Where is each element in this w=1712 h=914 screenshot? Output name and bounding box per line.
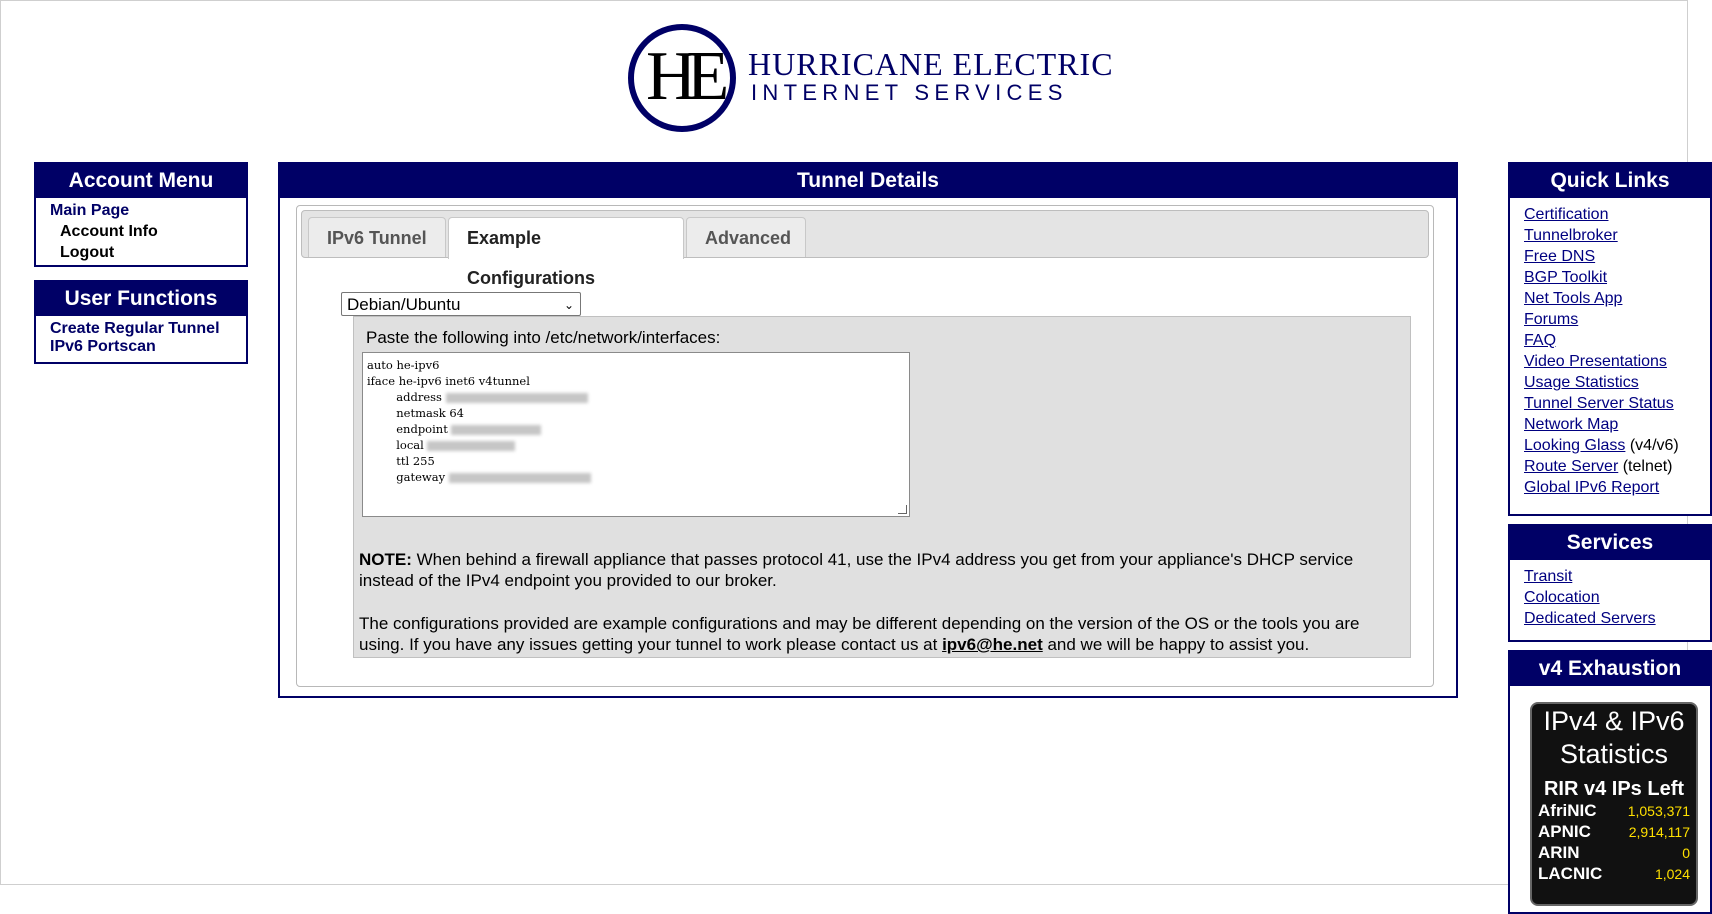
config-textarea[interactable] bbox=[362, 352, 910, 517]
he-logo[interactable] bbox=[626, 22, 1114, 132]
looking-glass-link[interactable]: Looking Glass bbox=[1524, 437, 1626, 454]
resize-grip-icon[interactable] bbox=[898, 505, 907, 514]
service-item bbox=[1524, 587, 1696, 608]
redacted-endpoint bbox=[451, 425, 541, 435]
logo-monogram: HE bbox=[646, 38, 720, 115]
config-line: iface he-ipv6 inet6 v4tunnel bbox=[367, 374, 530, 388]
redacted-address bbox=[446, 393, 588, 403]
quick-link-item bbox=[1524, 267, 1696, 288]
colocation-link[interactable]: Colocation bbox=[1524, 589, 1600, 606]
note-label: NOTE: bbox=[359, 550, 412, 569]
rir-name: AfriNIC bbox=[1538, 801, 1597, 820]
main-page-link[interactable]: Main Page bbox=[50, 202, 130, 219]
tunnel-tabs-container bbox=[296, 205, 1434, 687]
create-regular-tunnel-link[interactable]: Create Regular Tunnel bbox=[50, 320, 220, 337]
services-title: Services bbox=[1510, 526, 1710, 560]
quick-link-item bbox=[1524, 225, 1696, 246]
network-map-link[interactable]: Network Map bbox=[1524, 416, 1619, 433]
config-line: gateway bbox=[367, 470, 449, 484]
logo-company-name: HURRICANE ELECTRIC bbox=[748, 46, 1114, 82]
bgp-toolkit-link[interactable]: BGP Toolkit bbox=[1524, 269, 1608, 286]
stats-row-apnic bbox=[1532, 822, 1696, 843]
ipv4-ipv6-statistics-widget[interactable] bbox=[1530, 702, 1698, 906]
service-item bbox=[1524, 608, 1696, 629]
quick-link-item bbox=[1524, 351, 1696, 372]
quick-link-item bbox=[1524, 204, 1696, 225]
disclaimer-note bbox=[359, 613, 1399, 655]
quick-link-item bbox=[1524, 309, 1696, 330]
account-menu-box bbox=[34, 162, 248, 267]
rir-ips-left: 1,024 bbox=[1654, 866, 1690, 882]
os-select-value: Debian/Ubuntu bbox=[347, 295, 461, 314]
redacted-gateway bbox=[449, 473, 591, 483]
global-ipv6-report-link[interactable]: Global IPv6 Report bbox=[1524, 479, 1660, 496]
config-line: ttl 255 bbox=[367, 454, 435, 468]
service-item bbox=[1524, 566, 1696, 587]
quick-links-box bbox=[1508, 162, 1712, 516]
os-select[interactable] bbox=[341, 292, 581, 316]
forums-link[interactable]: Forums bbox=[1524, 311, 1579, 328]
paste-instruction: Paste the following into /etc/network/interfaces: bbox=[366, 328, 721, 347]
stats-row-lacnic bbox=[1532, 864, 1696, 885]
tunnel-details-panel bbox=[278, 162, 1458, 698]
route-server-link[interactable]: Route Server bbox=[1524, 458, 1619, 475]
looking-glass-note: (v4/v6) bbox=[1625, 437, 1679, 454]
quick-links-title: Quick Links bbox=[1510, 164, 1710, 198]
rir-ips-left: 0 bbox=[1682, 845, 1690, 861]
net-tools-app-link[interactable]: Net Tools App bbox=[1524, 290, 1623, 307]
tunnel-details-title: Tunnel Details bbox=[280, 164, 1456, 198]
logout-link[interactable]: Logout bbox=[60, 244, 115, 261]
user-functions-title: User Functions bbox=[36, 282, 246, 316]
transit-link[interactable]: Transit bbox=[1524, 568, 1573, 585]
stats-title-line1: IPv4 & IPv6 bbox=[1543, 706, 1685, 736]
chevron-down-icon: ⌄ bbox=[563, 298, 574, 312]
rir-name: LACNIC bbox=[1538, 864, 1603, 883]
tunnel-server-status-link[interactable]: Tunnel Server Status bbox=[1524, 395, 1674, 412]
video-presentations-link[interactable]: Video Presentations bbox=[1524, 353, 1667, 370]
quick-link-item bbox=[1524, 456, 1696, 477]
tab-bar bbox=[301, 210, 1429, 288]
v4-exhaustion-box bbox=[1508, 650, 1712, 914]
redacted-local bbox=[427, 441, 515, 451]
note-text: When behind a firewall appliance that passes protocol 41, use the IPv4 address you get from your appliance's DHCP service instead of the IPv4 endpoint you provided to our broker. bbox=[359, 550, 1354, 590]
config-line: netmask 64 bbox=[367, 406, 464, 420]
rir-ips-left: 2,914,117 bbox=[1628, 824, 1690, 840]
stats-row-arin bbox=[1532, 843, 1696, 864]
dedicated-servers-link[interactable]: Dedicated Servers bbox=[1524, 610, 1656, 627]
usage-statistics-link[interactable]: Usage Statistics bbox=[1524, 374, 1639, 391]
faq-link[interactable]: FAQ bbox=[1524, 332, 1557, 349]
tab-advanced[interactable]: Advanced bbox=[686, 217, 806, 257]
stats-title-line2: Statistics bbox=[1559, 739, 1669, 769]
quick-link-item bbox=[1524, 477, 1696, 498]
quick-link-item bbox=[1524, 330, 1696, 351]
disclaimer-text-end: and we will be happy to assist you. bbox=[1042, 635, 1310, 654]
config-area bbox=[353, 316, 1411, 658]
free-dns-link[interactable]: Free DNS bbox=[1524, 248, 1596, 265]
account-info-link[interactable]: Account Info bbox=[60, 223, 158, 240]
config-line: address bbox=[367, 390, 446, 404]
v4-exhaustion-title: v4 Exhaustion bbox=[1510, 652, 1710, 686]
config-line: auto he-ipv6 bbox=[367, 358, 440, 372]
quick-link-item bbox=[1524, 372, 1696, 393]
support-email-link[interactable]: ipv6@he.net bbox=[942, 635, 1043, 654]
user-functions-box bbox=[34, 280, 248, 364]
disclaimer-text: The configurations provided are example configurations and may be different depending on the version of the OS or the tools you are using. If you have any issues getting your tunnel to work please contact us at bbox=[359, 614, 1360, 654]
route-server-note: (telnet) bbox=[1618, 458, 1673, 475]
stats-subtitle: RIR v4 IPs Left bbox=[1543, 778, 1685, 800]
quick-link-item bbox=[1524, 246, 1696, 267]
quick-link-item bbox=[1524, 414, 1696, 435]
tab-example-configurations[interactable]: Example Configurations bbox=[448, 217, 684, 259]
rir-ips-left: 1,053,371 bbox=[1627, 803, 1690, 819]
tunnelbroker-link[interactable]: Tunnelbroker bbox=[1524, 227, 1618, 244]
quick-link-item bbox=[1524, 288, 1696, 309]
services-box bbox=[1508, 524, 1712, 642]
quick-link-item bbox=[1524, 393, 1696, 414]
config-line: endpoint bbox=[367, 422, 452, 436]
tab-ipv6-tunnel[interactable]: IPv6 Tunnel bbox=[308, 217, 446, 257]
certification-link[interactable]: Certification bbox=[1524, 206, 1609, 223]
account-menu-title: Account Menu bbox=[36, 164, 246, 198]
config-line: local bbox=[367, 438, 428, 452]
stats-row-afrinic bbox=[1532, 801, 1696, 822]
rir-name: APNIC bbox=[1538, 822, 1591, 841]
ipv6-portscan-link[interactable]: IPv6 Portscan bbox=[50, 338, 156, 355]
rir-name: ARIN bbox=[1538, 843, 1580, 862]
firewall-note bbox=[359, 549, 1399, 591]
logo-company-tagline: INTERNET SERVICES bbox=[751, 80, 1068, 105]
quick-link-item bbox=[1524, 435, 1696, 456]
